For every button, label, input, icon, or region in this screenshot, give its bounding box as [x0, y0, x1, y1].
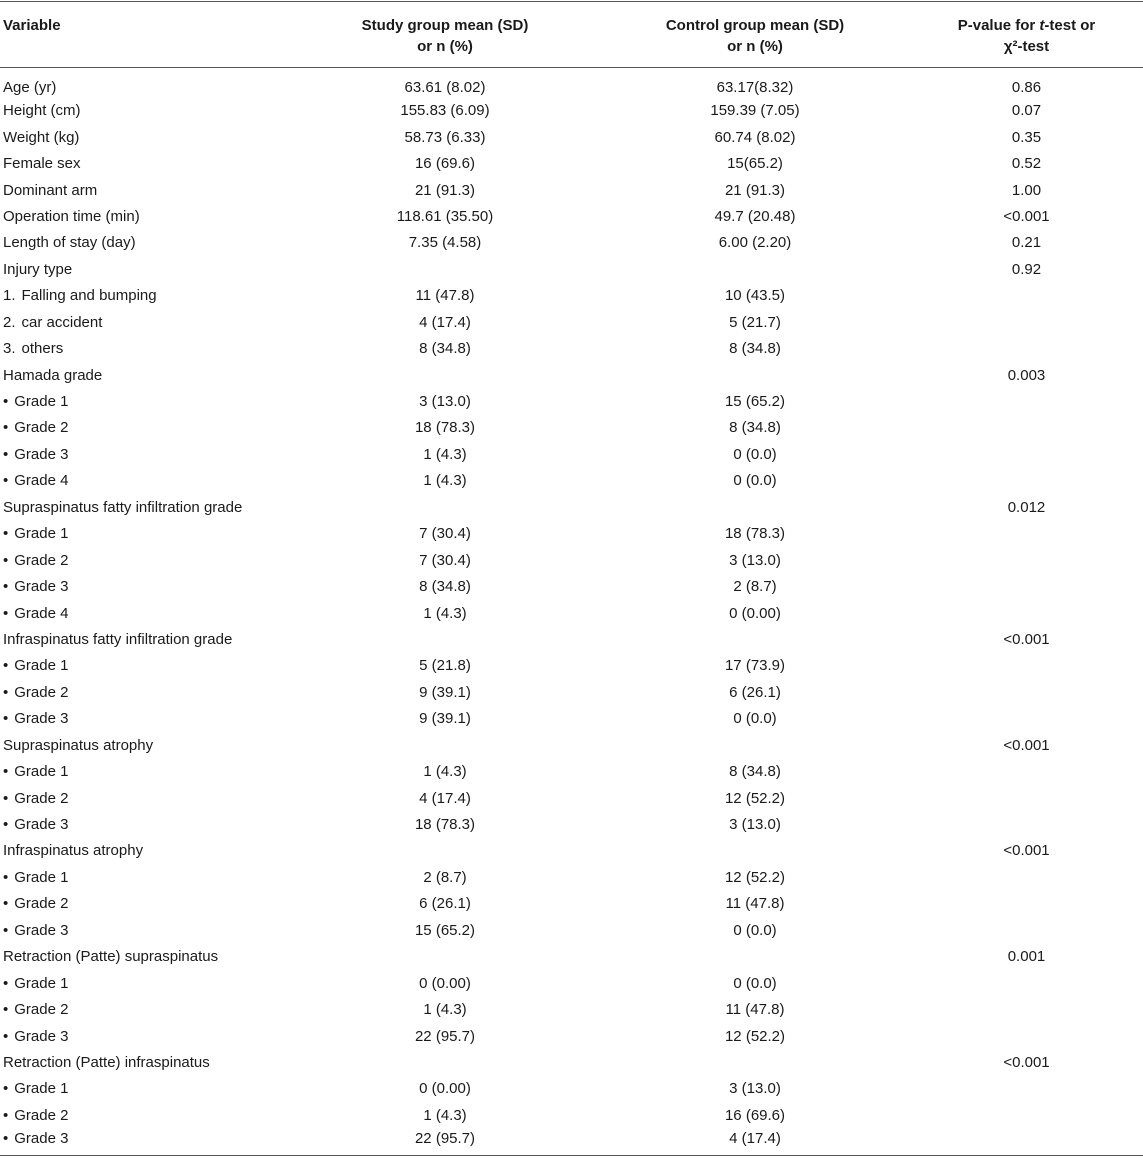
row-label: Grade 3 — [14, 445, 69, 463]
cell-variable — [0, 997, 290, 1023]
cell-control-value: 49.7 (20.48) — [714, 207, 796, 225]
cell-study-value: 0 (0.00) — [419, 974, 471, 992]
row-label: Operation time (min) — [3, 207, 140, 225]
row-label: Grade 3 — [14, 578, 69, 596]
cell-variable — [0, 1076, 290, 1102]
table-row — [0, 230, 1143, 256]
cell-variable — [0, 865, 290, 891]
table-row — [0, 336, 1143, 362]
cell-p-value: 0.07 — [1011, 102, 1042, 120]
cell-p-value — [910, 547, 1143, 573]
table-row — [0, 918, 1143, 944]
cell-p-value: <0.001 — [1003, 842, 1050, 860]
cell-study-value: 4 (17.4) — [419, 313, 471, 331]
row-label: Grade 1 — [14, 868, 69, 886]
table-row — [0, 865, 1143, 891]
cell-study-value: 18 (78.3) — [414, 419, 476, 437]
cell-p-value — [910, 865, 1143, 891]
cell-variable — [0, 336, 290, 362]
row-label: Female sex — [3, 155, 81, 173]
cell-p-value — [910, 574, 1143, 600]
cell-control-value — [600, 257, 910, 283]
cell-control-value: 60.74 (8.02) — [714, 128, 796, 146]
cell-p-value: 0.35 — [1011, 128, 1042, 146]
row-label: Grade 2 — [14, 551, 69, 569]
cell-study-value — [290, 1050, 600, 1076]
table-row — [0, 838, 1143, 864]
bullet-marker: • — [3, 921, 9, 939]
row-label: Weight (kg) — [3, 128, 80, 146]
table-row — [0, 680, 1143, 706]
cell-p-value — [910, 600, 1143, 626]
cell-study-value: 0 (0.00) — [419, 1080, 471, 1098]
cell-p-value — [910, 442, 1143, 468]
cell-variable — [0, 415, 290, 441]
row-label: Falling and bumping — [21, 287, 157, 305]
cell-variable — [0, 1050, 290, 1076]
cell-p-value — [910, 1103, 1143, 1129]
cell-p-value: 0.86 — [1011, 79, 1042, 96]
bullet-marker: • — [3, 974, 9, 992]
cell-variable — [0, 812, 290, 838]
row-label: Grade 2 — [14, 683, 69, 701]
table-row — [0, 1050, 1143, 1076]
table-row — [0, 362, 1143, 388]
cell-control-value — [600, 362, 910, 388]
table-row — [0, 68, 1143, 99]
cell-p-value — [910, 336, 1143, 362]
cell-p-value: 0.52 — [1011, 155, 1042, 173]
table-row — [0, 415, 1143, 441]
row-label: Grade 2 — [14, 1106, 69, 1124]
cell-study-value: 8 (34.8) — [419, 578, 471, 596]
bullet-marker: • — [3, 1130, 9, 1148]
cell-study-value: 8 (34.8) — [419, 340, 471, 358]
table-row — [0, 389, 1143, 415]
cell-p-value — [910, 1129, 1143, 1156]
bullet-marker: • — [3, 419, 9, 437]
cell-variable — [0, 600, 290, 626]
row-label: Grade 3 — [14, 1130, 69, 1148]
cell-variable — [0, 389, 290, 415]
cell-control-value: 16 (69.6) — [724, 1106, 786, 1124]
row-label: Grade 2 — [14, 1001, 69, 1019]
cell-control-value: 8 (34.8) — [729, 419, 781, 437]
cell-study-value: 9 (39.1) — [419, 710, 471, 728]
cell-control-value: 12 (52.2) — [724, 789, 786, 807]
table-row — [0, 495, 1143, 521]
cell-variable — [0, 310, 290, 336]
table-row — [0, 627, 1143, 653]
cell-study-value: 18 (78.3) — [414, 816, 476, 834]
cell-study-value: 6 (26.1) — [419, 895, 471, 913]
cell-p-value — [910, 1076, 1143, 1102]
table-row — [0, 1129, 1143, 1156]
cell-study-value: 22 (95.7) — [414, 1027, 476, 1045]
cell-p-value — [910, 759, 1143, 785]
cell-study-value: 7 (30.4) — [419, 551, 471, 569]
bullet-marker: • — [3, 551, 9, 569]
cell-study-value: 1 (4.3) — [423, 763, 467, 781]
cell-variable — [0, 257, 290, 283]
cell-variable — [0, 733, 290, 759]
table-row — [0, 785, 1143, 811]
table-row — [0, 812, 1143, 838]
table-row — [0, 997, 1143, 1023]
row-label: Grade 3 — [14, 710, 69, 728]
cell-control-value — [600, 495, 910, 521]
table-row — [0, 733, 1143, 759]
row-label: Grade 2 — [14, 789, 69, 807]
cell-control-value: 3 (13.0) — [729, 816, 781, 834]
cell-study-value: 155.83 (6.09) — [400, 102, 490, 120]
cell-variable — [0, 204, 290, 230]
cell-variable — [0, 838, 290, 864]
cell-study-value: 5 (21.8) — [419, 657, 471, 675]
cell-control-value: 0 (0.0) — [733, 445, 777, 463]
row-label: Grade 1 — [14, 657, 69, 675]
cell-p-value: <0.001 — [1003, 736, 1050, 754]
bullet-marker: • — [3, 683, 9, 701]
cell-p-value — [910, 310, 1143, 336]
cell-study-value: 63.61 (8.02) — [404, 79, 486, 96]
bullet-marker: • — [3, 472, 9, 490]
table-row — [0, 653, 1143, 679]
row-label: car accident — [21, 313, 103, 331]
row-label: Injury type — [3, 260, 73, 278]
cell-variable — [0, 1103, 290, 1129]
cell-variable — [0, 1023, 290, 1049]
row-label: Height (cm) — [3, 102, 81, 120]
row-label: Grade 1 — [14, 393, 69, 411]
row-label: Grade 1 — [14, 763, 69, 781]
table-row — [0, 574, 1143, 600]
cell-variable — [0, 706, 290, 732]
cell-p-value: 0.003 — [1007, 366, 1046, 384]
table-row — [0, 283, 1143, 309]
cell-p-value — [910, 415, 1143, 441]
cell-control-value: 21 (91.3) — [724, 181, 786, 199]
cell-control-value: 10 (43.5) — [724, 287, 786, 305]
cell-control-value: 15 (65.2) — [724, 393, 786, 411]
cell-p-value — [910, 283, 1143, 309]
cell-p-value: 1.00 — [1011, 181, 1042, 199]
cell-study-value — [290, 362, 600, 388]
table-row — [0, 547, 1143, 573]
table-row — [0, 204, 1143, 230]
table-row — [0, 257, 1143, 283]
cell-variable — [0, 759, 290, 785]
cell-control-value: 18 (78.3) — [724, 525, 786, 543]
cell-control-value: 8 (34.8) — [729, 340, 781, 358]
bullet-marker: • — [3, 763, 9, 781]
cell-study-value — [290, 495, 600, 521]
table-row — [0, 600, 1143, 626]
row-label: Hamada grade — [3, 366, 103, 384]
table-row — [0, 706, 1143, 732]
table-row — [0, 970, 1143, 996]
cell-control-value: 17 (73.9) — [724, 657, 786, 675]
cell-variable — [0, 177, 290, 203]
row-label: Grade 4 — [14, 472, 69, 490]
cell-control-value: 11 (47.8) — [725, 895, 785, 913]
cell-p-value — [910, 680, 1143, 706]
cell-study-value: 1 (4.3) — [423, 445, 467, 463]
table-row — [0, 177, 1143, 203]
table-row — [0, 1076, 1143, 1102]
cell-control-value: 0 (0.0) — [733, 974, 777, 992]
bullet-marker: • — [3, 657, 9, 675]
cell-p-value — [910, 970, 1143, 996]
bullet-marker: • — [3, 816, 9, 834]
cell-control-value: 8 (34.8) — [729, 763, 781, 781]
table-row — [0, 1103, 1143, 1129]
cell-p-value: <0.001 — [1003, 630, 1050, 648]
header-study-group: Study group mean (SD) or n (%) — [290, 2, 600, 68]
cell-control-value: 11 (47.8) — [725, 1001, 785, 1019]
cell-control-value: 6 (26.1) — [729, 683, 781, 701]
cell-study-value: 7.35 (4.58) — [408, 234, 482, 252]
row-label: Grade 4 — [14, 604, 69, 622]
cell-control-value: 5 (21.7) — [729, 313, 781, 331]
cell-variable — [0, 574, 290, 600]
row-label: Length of stay (day) — [3, 234, 136, 252]
table-row — [0, 1023, 1143, 1049]
cell-control-value: 0 (0.0) — [733, 710, 777, 728]
cell-control-value: 3 (13.0) — [729, 1080, 781, 1098]
row-label: Infraspinatus atrophy — [3, 842, 144, 860]
cell-variable — [0, 680, 290, 706]
bullet-marker: • — [3, 578, 9, 596]
bullet-marker: • — [3, 604, 9, 622]
bullet-marker: • — [3, 1027, 9, 1045]
cell-p-value: 0.92 — [1011, 260, 1042, 278]
cell-variable — [0, 495, 290, 521]
cell-control-value: 6.00 (2.20) — [718, 234, 792, 252]
bullet-marker: • — [3, 1106, 9, 1124]
row-label: Dominant arm — [3, 181, 98, 199]
cell-control-value: 12 (52.2) — [724, 868, 786, 886]
cell-study-value: 16 (69.6) — [414, 155, 476, 173]
cell-control-value: 3 (13.0) — [729, 551, 781, 569]
cell-study-value: 15 (65.2) — [414, 921, 476, 939]
row-label: Grade 3 — [14, 921, 69, 939]
cell-p-value — [910, 997, 1143, 1023]
bullet-marker: • — [3, 710, 9, 728]
cell-variable — [0, 124, 290, 150]
table-row — [0, 759, 1143, 785]
bullet-marker: • — [3, 445, 9, 463]
row-label: Retraction (Patte) infraspinatus — [3, 1053, 210, 1071]
header-control-group: Control group mean (SD) or n (%) — [600, 2, 910, 68]
list-number: 1. — [3, 287, 16, 305]
cell-control-value: 63.17(8.32) — [716, 79, 794, 96]
row-label: Grade 1 — [14, 974, 69, 992]
cell-variable — [0, 653, 290, 679]
cell-p-value: 0.21 — [1011, 234, 1042, 252]
list-number: 3. — [3, 340, 16, 358]
cell-study-value — [290, 733, 600, 759]
cell-variable — [0, 283, 290, 309]
cell-p-value: 0.012 — [1007, 498, 1046, 516]
cell-control-value: 15(65.2) — [727, 155, 783, 173]
cell-study-value: 9 (39.1) — [419, 683, 471, 701]
header-variable: Variable — [0, 2, 290, 68]
cell-study-value: 1 (4.3) — [423, 472, 467, 490]
cell-variable — [0, 891, 290, 917]
cell-variable — [0, 785, 290, 811]
cell-study-value: 2 (8.7) — [423, 868, 467, 886]
cell-variable — [0, 98, 290, 124]
cell-variable — [0, 68, 290, 99]
cell-control-value — [600, 838, 910, 864]
cell-control-value: 159.39 (7.05) — [710, 102, 800, 120]
row-label: Supraspinatus atrophy — [3, 736, 154, 754]
row-label: Retraction (Patte) supraspinatus — [3, 948, 219, 966]
cell-variable — [0, 230, 290, 256]
table-body — [0, 68, 1143, 1156]
row-label: Grade 3 — [14, 1027, 69, 1045]
cell-variable — [0, 362, 290, 388]
cell-p-value: <0.001 — [1003, 1053, 1050, 1071]
cell-p-value — [910, 706, 1143, 732]
table-row — [0, 310, 1143, 336]
cell-p-value — [910, 785, 1143, 811]
cell-p-value — [910, 812, 1143, 838]
cell-study-value — [290, 627, 600, 653]
cell-control-value: 0 (0.0) — [733, 921, 777, 939]
cell-study-value: 11 (47.8) — [415, 287, 475, 305]
bullet-marker: • — [3, 1001, 9, 1019]
header-p-value: P-value for t-test or χ²-test — [910, 2, 1143, 68]
cell-variable — [0, 521, 290, 547]
list-number: 2. — [3, 313, 16, 331]
cell-control-value: 12 (52.2) — [724, 1027, 786, 1045]
bullet-marker: • — [3, 789, 9, 807]
table-row — [0, 944, 1143, 970]
row-label: others — [21, 340, 64, 358]
cell-variable — [0, 970, 290, 996]
cell-study-value — [290, 838, 600, 864]
cell-variable — [0, 944, 290, 970]
cell-p-value — [910, 653, 1143, 679]
cell-p-value — [910, 468, 1143, 494]
cell-p-value — [910, 521, 1143, 547]
row-label: Infraspinatus fatty infiltration grade — [3, 630, 233, 648]
cell-control-value: 2 (8.7) — [733, 578, 777, 596]
cell-variable — [0, 918, 290, 944]
cell-study-value — [290, 944, 600, 970]
row-label: Grade 2 — [14, 419, 69, 437]
table-row — [0, 468, 1143, 494]
cell-study-value: 4 (17.4) — [419, 789, 471, 807]
table-row — [0, 521, 1143, 547]
table-row — [0, 124, 1143, 150]
cell-study-value: 58.73 (6.33) — [404, 128, 486, 146]
cell-p-value — [910, 1023, 1143, 1049]
row-label: Grade 2 — [14, 895, 69, 913]
cell-control-value — [600, 733, 910, 759]
cell-study-value: 7 (30.4) — [419, 525, 471, 543]
cell-variable — [0, 1129, 290, 1156]
cell-p-value: <0.001 — [1003, 207, 1050, 225]
cell-study-value: 22 (95.7) — [290, 1129, 600, 1156]
cell-study-value: 118.61 (35.50) — [396, 207, 494, 225]
row-label: Grade 3 — [14, 816, 69, 834]
cell-study-value: 21 (91.3) — [414, 181, 476, 199]
cell-variable — [0, 547, 290, 573]
cell-variable — [0, 468, 290, 494]
cell-p-value — [910, 891, 1143, 917]
cell-variable — [0, 442, 290, 468]
cell-study-value: 1 (4.3) — [423, 1001, 467, 1019]
bullet-marker: • — [3, 393, 9, 411]
table-row — [0, 151, 1143, 177]
row-label: Grade 1 — [14, 525, 69, 543]
bullet-marker: • — [3, 895, 9, 913]
cell-control-value: 4 (17.4) — [600, 1129, 910, 1156]
cell-p-value — [910, 918, 1143, 944]
cell-variable — [0, 151, 290, 177]
bullet-marker: • — [3, 1080, 9, 1098]
table-row — [0, 98, 1143, 124]
cell-control-value — [600, 1050, 910, 1076]
cell-variable — [0, 627, 290, 653]
cell-control-value: 0 (0.0) — [733, 472, 777, 490]
table-header — [0, 2, 1143, 68]
cell-study-value: 3 (13.0) — [419, 393, 471, 411]
cell-study-value: 1 (4.3) — [423, 1106, 467, 1124]
table-row — [0, 442, 1143, 468]
cell-p-value — [910, 389, 1143, 415]
cell-p-value: 0.001 — [1007, 948, 1046, 966]
table-row — [0, 891, 1143, 917]
comparison-table — [0, 1, 1143, 1156]
cell-control-value: 0 (0.00) — [729, 604, 781, 622]
cell-study-value — [290, 257, 600, 283]
row-label: Supraspinatus fatty infiltration grade — [3, 498, 243, 516]
bullet-marker: • — [3, 525, 9, 543]
cell-control-value — [600, 627, 910, 653]
cell-study-value: 1 (4.3) — [423, 604, 467, 622]
cell-control-value — [600, 944, 910, 970]
row-label: Grade 1 — [14, 1080, 69, 1098]
bullet-marker: • — [3, 868, 9, 886]
row-label: Age (yr) — [3, 79, 57, 96]
header-row — [0, 2, 1143, 68]
